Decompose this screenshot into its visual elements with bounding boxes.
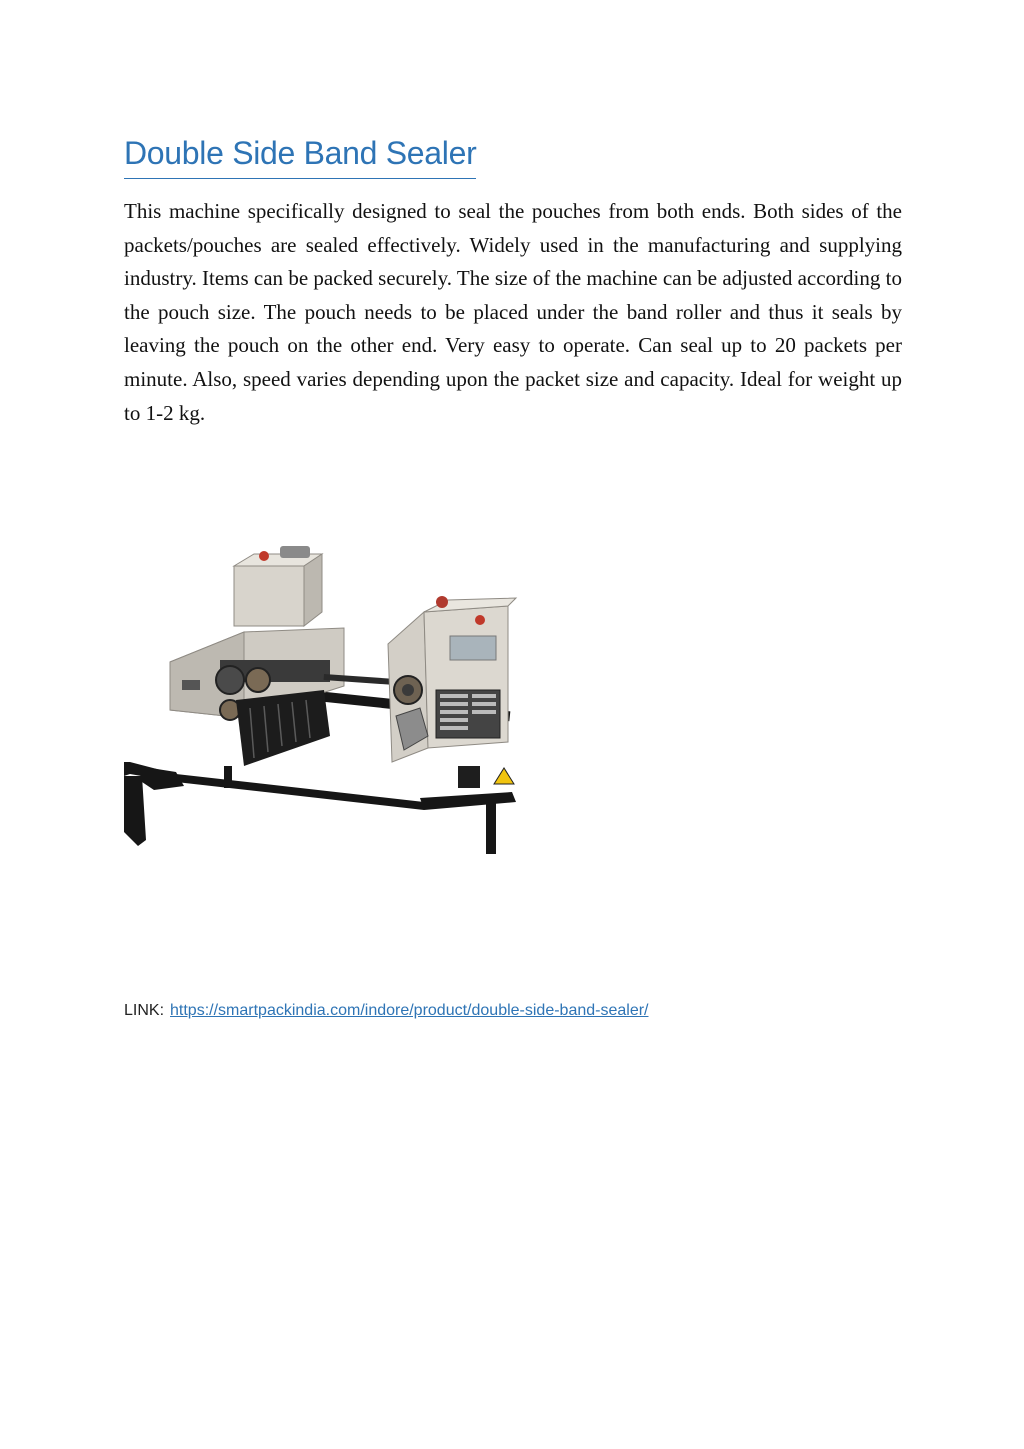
page-title (124, 128, 476, 179)
product-link[interactable]: https://smartpackindia.com/indore/product/double-side-band-sealer/ (170, 1002, 649, 1019)
right-sealer-unit (388, 596, 516, 788)
link-label: LINK: (124, 1002, 165, 1019)
product-description: This machine specifically designed to seal the pouches from both ends. Both sides of the packets/pouches are sealed effectively. Widely used in the manufacturing and supplying industry. Items can be packed securely. The size of the machine can be adjusted according to the pouch size. The pouch needs to be placed under the band roller and thus it seals by leaving the pouch on the other end. Very easy to operate. Can seal up to 20 packets per minute. Also, speed varies depending upon the packet size and capacity. Ideal for weight up to 1-2 kg. (124, 199, 902, 425)
page-title-text: Double Side Band Sealer (124, 135, 477, 171)
left-sealer-unit (170, 546, 344, 766)
link-line (124, 1002, 649, 1020)
product-image (124, 540, 540, 856)
